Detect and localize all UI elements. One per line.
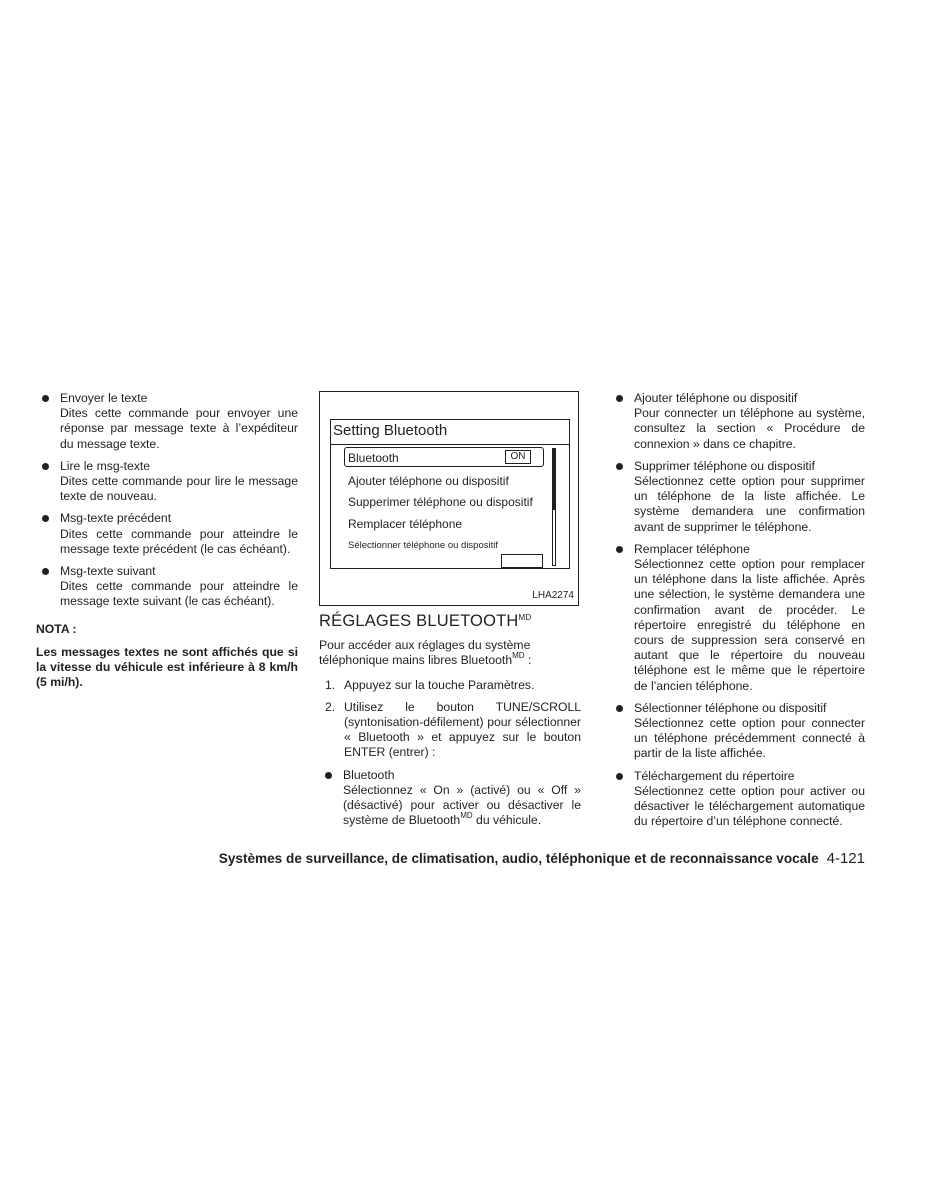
item-title: Sélectionner téléphone ou dispositif (634, 700, 827, 715)
left-column (36, 391, 298, 690)
step-number: 2. (325, 699, 336, 714)
item-title: Envoyer le texte (60, 391, 148, 405)
intro-end: : (524, 653, 532, 668)
list-item (36, 564, 298, 610)
intro-superscript: MD (512, 651, 525, 661)
step-text: Appuyez sur la touche Paramètres. (344, 677, 535, 692)
list-item (36, 459, 298, 505)
step-text: Utilisez le bouton TUNE/SCROLL (syntonisation-défilement) pour sélectionner « Bluetooth » et appuyez sur le bouton ENTER (entrer) : (344, 699, 581, 760)
item-description: Sélectionnez cette option pour remplacer un téléphone dans la liste affichée. Après une sélection, le système demandera une confirmation avant de procéder. Le répertoire enregistré du téléphone en cours de suppression sera conservé en autant que le répertoire du nouveau téléphone est le même que le répertoire de l’ancien téléphone. (634, 557, 865, 693)
heading-superscript: MD (518, 613, 532, 622)
item-description: Sélectionnez cette option pour activer ou désactiver le téléchargement automatique du répertoire d’un téléphone connecté. (634, 783, 865, 829)
middle-column (319, 391, 581, 835)
list-item (610, 391, 865, 452)
menu-item-bluetooth: Bluetooth (348, 451, 399, 465)
page-footer (200, 850, 865, 867)
list-item (319, 768, 581, 829)
list-item (36, 511, 298, 557)
item-description: Sélectionnez cette option pour connecter un téléphone précédemment connecté à partir de la liste affichée. (634, 716, 865, 761)
list-item (610, 542, 865, 694)
note-label: NOTA : (36, 621, 77, 636)
screen-title: Setting Bluetooth (333, 422, 448, 439)
step-item (319, 678, 581, 693)
scrollbar-thumb (552, 448, 556, 510)
item-text: Sélectionnez « On » (activé) ou « Off » (désactivé) pour activer ou désactiver le système de Bluetooth (343, 782, 581, 828)
list-item (610, 701, 865, 762)
intro-text: Pour accéder aux réglages du système téléphonique mains libres Bluetooth (319, 638, 531, 668)
heading-text: RÉGLAGES BLUETOOTH (319, 612, 519, 630)
item-description: Sélectionnez cette option pour supprimer un téléphone de la liste affichée. Le système demandera une confirmation avant de supprimer le téléphone. (634, 474, 865, 534)
display-screen (330, 419, 570, 569)
note-text: Les messages textes ne sont affichés que si la vitesse du véhicule est inférieure à 8 km/h (5 mi/h). (36, 644, 298, 690)
item-title: Bluetooth (343, 767, 395, 782)
item-description (343, 783, 581, 829)
item-superscript: MD (460, 811, 473, 821)
list-item (610, 459, 865, 535)
item-description: Pour connecter un téléphone au système, consultez la section « Procédure de connexion » dans ce chapitre. (634, 406, 865, 451)
item-title: Téléchargement du répertoire (634, 768, 795, 783)
menu-item-delete-phone: Supperimer téléphone ou dispositif (348, 495, 533, 509)
title-divider (331, 444, 569, 445)
value-box (501, 554, 543, 568)
on-indicator: ON (505, 450, 531, 464)
menu-item-select-phone: Sélectionner téléphone ou dispositif (348, 540, 498, 551)
item-description: Dites cette commande pour envoyer une réponse par message texte à l’expéditeur du message texte. (60, 406, 298, 451)
menu-item-replace-phone: Remplacer téléphone (348, 517, 463, 531)
item-title: Ajouter téléphone ou dispositif (634, 391, 798, 405)
page-number: 4-121 (826, 850, 865, 867)
intro-paragraph (319, 638, 581, 668)
right-column (610, 391, 865, 836)
item-title: Remplacer téléphone (634, 541, 750, 556)
list-item (36, 391, 298, 452)
step-item (319, 700, 581, 761)
item-text-end: du véhicule. (472, 813, 542, 828)
item-title: Supprimer téléphone ou dispositif (634, 458, 815, 473)
item-description: Dites cette commande pour atteindre le message texte précédent (le cas échéant). (60, 526, 298, 556)
chapter-title: Systèmes de surveillance, de climatisation, audio, téléphonique et de reconnaissance vocale (218, 851, 819, 866)
figure-code: LHA2274 (532, 589, 574, 601)
menu-item-add-phone: Ajouter téléphone ou dispositif (348, 474, 509, 488)
step-number: 1. (325, 677, 336, 692)
item-description: Dites cette commande pour atteindre le message texte suivant (le cas échéant). (60, 579, 298, 609)
item-title: Lire le msg-texte (60, 458, 151, 473)
item-title: Msg-texte suivant (60, 564, 156, 579)
section-heading (319, 614, 581, 629)
list-item (610, 769, 865, 830)
bluetooth-settings-figure (319, 391, 579, 606)
item-title: Msg-texte précédent (60, 511, 172, 526)
item-description: Dites cette commande pour lire le message texte de nouveau. (60, 474, 298, 504)
